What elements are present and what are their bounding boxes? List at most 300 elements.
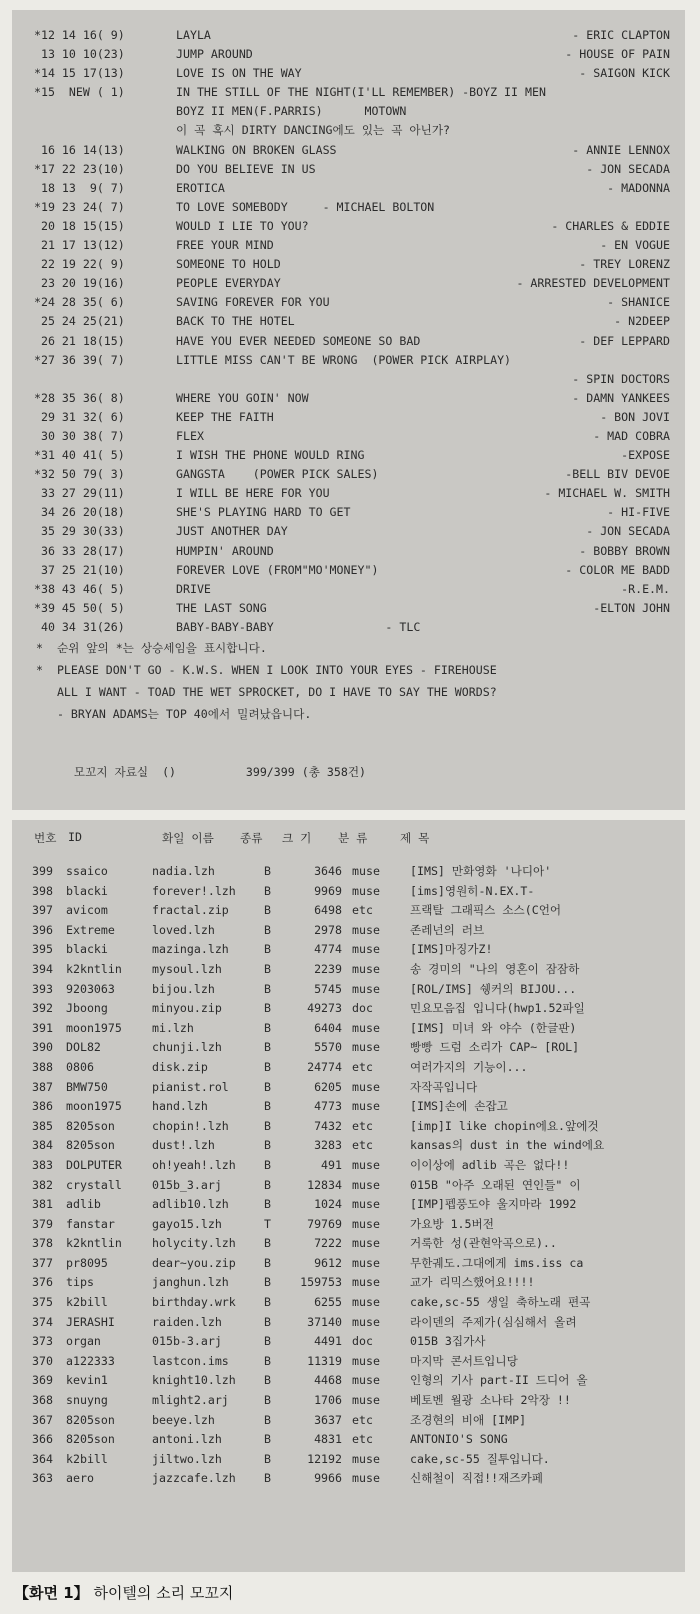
- uploader-id: adlib: [66, 1197, 101, 1212]
- file-size: 9969: [314, 883, 342, 898]
- uploader-id: k2kntlin: [66, 961, 122, 976]
- chart-row[interactable]: [34, 64, 674, 83]
- file-type: B: [264, 1412, 271, 1427]
- file-type: B: [264, 1177, 271, 1192]
- file-row[interactable]: [26, 921, 676, 941]
- file-number: 374: [32, 1314, 53, 1329]
- file-title: 조경현의 비애 [IMP]: [410, 1412, 527, 1427]
- file-row[interactable]: [26, 901, 676, 921]
- uploader-id: Jboong: [66, 1001, 108, 1016]
- chart-note-line: - BRYAN ADAMS는 TOP 40에서 밀려났읍니다.: [36, 707, 312, 721]
- file-name: raiden.lzh: [152, 1314, 222, 1329]
- file-number: 367: [32, 1412, 53, 1427]
- file-row[interactable]: [26, 1038, 676, 1058]
- file-name: antoni.lzh: [152, 1432, 222, 1447]
- file-type: B: [264, 942, 271, 957]
- chart-artist: - MADONNA: [607, 180, 670, 195]
- header-id: ID: [68, 830, 82, 844]
- file-title: 가요방 1.5버전: [410, 1216, 494, 1231]
- uploader-id: blacki: [66, 883, 108, 898]
- file-number: 376: [32, 1275, 53, 1290]
- chart-artist: - BOBBY BROWN: [579, 543, 670, 558]
- file-category: muse: [352, 1353, 380, 1368]
- file-number: 370: [32, 1353, 53, 1368]
- chart-rank: *39 45 50( 5): [34, 600, 125, 615]
- file-title: [IMS]마징가Z!: [410, 942, 493, 957]
- file-row[interactable]: [26, 1058, 676, 1078]
- chart-rank: 23 20 19(16): [34, 276, 125, 291]
- file-row[interactable]: [26, 1097, 676, 1117]
- uploader-id: pr8095: [66, 1255, 108, 1270]
- file-type: B: [264, 1157, 271, 1172]
- chart-song-title: BACK TO THE HOTEL: [176, 314, 295, 329]
- chart-row[interactable]: [34, 351, 674, 370]
- uploader-id: tips: [66, 1275, 94, 1290]
- file-type: B: [264, 1197, 271, 1212]
- file-size: 12834: [307, 1177, 342, 1192]
- file-name: bijou.lzh: [152, 981, 215, 996]
- chart-song-title: LOVE IS ON THE WAY: [176, 66, 302, 81]
- file-number: 392: [32, 1001, 53, 1016]
- chart-rank: 22 19 22( 9): [34, 257, 125, 272]
- file-row[interactable]: [26, 1293, 676, 1313]
- figure-caption: 【화면 1】 하이텔의 소리 모꼬지: [14, 1584, 234, 1602]
- chart-row[interactable]: [34, 274, 674, 293]
- file-name: lastcon.ims: [152, 1353, 229, 1368]
- file-size: 4831: [314, 1432, 342, 1447]
- file-category: doc: [352, 1001, 373, 1016]
- file-name: chunji.lzh: [152, 1040, 222, 1055]
- file-title: cake,sc-55 생일 축하노래 편곡: [410, 1295, 591, 1310]
- chart-artist: - DAMN YANKEES: [572, 390, 670, 405]
- chart-note-line: * 순위 앞의 *는 상승세임을 표시합니다.: [36, 641, 267, 655]
- chart-song-title: IN THE STILL OF THE NIGHT(I'LL REMEMBER) -BOYZ II MEN: [176, 85, 546, 100]
- chart-song-title: 이 곡 혹시 DIRTY DANCING에도 있는 곡 아닌가?: [176, 123, 450, 138]
- chart-rank: 16 16 14(13): [34, 142, 125, 157]
- file-row[interactable]: [26, 999, 676, 1019]
- file-row[interactable]: [26, 1371, 676, 1391]
- chart-row[interactable]: [34, 83, 674, 102]
- file-name: jazzcafe.lzh: [152, 1471, 236, 1486]
- file-row[interactable]: [26, 1117, 676, 1137]
- chart-song-title: I WILL BE HERE FOR YOU: [176, 486, 330, 501]
- chart-rank: 34 26 20(18): [34, 505, 125, 520]
- chart-rank: 18 13 9( 7): [34, 180, 125, 195]
- chart-rank: *32 50 79( 3): [34, 467, 125, 482]
- chart-artist: - SHANICE: [607, 295, 670, 310]
- chart-row[interactable]: [34, 618, 674, 637]
- file-title: [imp]I like chopin에요.앞에것: [410, 1118, 599, 1133]
- file-row[interactable]: [26, 1450, 676, 1470]
- file-type: B: [264, 903, 271, 918]
- chart-rank: 36 33 28(17): [34, 543, 125, 558]
- file-name: hand.lzh: [152, 1099, 208, 1114]
- file-type: B: [264, 922, 271, 937]
- file-row[interactable]: [26, 1411, 676, 1431]
- file-number: 394: [32, 961, 53, 976]
- file-title: [ims]영원히-N.EX.T-: [410, 883, 535, 898]
- chart-screen: [12, 10, 685, 810]
- file-category: muse: [352, 1079, 380, 1094]
- file-type: B: [264, 1275, 271, 1290]
- chart-row[interactable]: [34, 465, 674, 484]
- file-name: gayo15.lzh: [152, 1216, 222, 1231]
- file-title: 교가 리믹스했어요!!!!: [410, 1275, 535, 1290]
- file-name: chopin!.lzh: [152, 1118, 229, 1133]
- file-row[interactable]: [26, 882, 676, 902]
- uploader-id: k2bill: [66, 1295, 108, 1310]
- file-name: mazinga.lzh: [152, 942, 229, 957]
- file-title: 존레넌의 러브: [410, 922, 485, 937]
- file-title: 015B 3집가사: [410, 1334, 486, 1349]
- uploader-id: 0806: [66, 1059, 94, 1074]
- file-category: muse: [352, 1157, 380, 1172]
- chart-rank: *19 23 24( 7): [34, 199, 125, 214]
- file-title: 민요모음집 입니다(hwp1.52파일: [410, 1001, 585, 1016]
- chart-row[interactable]: [34, 599, 674, 618]
- chart-row[interactable]: [34, 179, 674, 198]
- file-category: muse: [352, 864, 380, 878]
- file-title: kansas의 dust in the wind에요: [410, 1138, 605, 1153]
- file-row[interactable]: [26, 1352, 676, 1372]
- uploader-id: BMW750: [66, 1079, 108, 1094]
- file-name: pianist.rol: [152, 1079, 229, 1094]
- chart-artist: - MICHAEL W. SMITH: [544, 486, 670, 501]
- file-row[interactable]: [26, 862, 676, 882]
- file-number: 382: [32, 1177, 53, 1192]
- chart-rank: 21 17 13(12): [34, 238, 125, 253]
- chart-song-title: LAYLA: [176, 28, 211, 42]
- chart-song-title: SAVING FOREVER FOR YOU: [176, 295, 330, 310]
- chart-rank: *17 22 23(10): [34, 161, 125, 176]
- chart-row[interactable]: [34, 503, 674, 522]
- uploader-id: k2bill: [66, 1451, 108, 1466]
- chart-row[interactable]: [34, 580, 674, 599]
- file-title: [IMS]손에 손잡고: [410, 1099, 508, 1114]
- chart-row[interactable]: [34, 522, 674, 541]
- uploader-id: moon1975: [66, 1099, 122, 1114]
- file-row[interactable]: [26, 1136, 676, 1156]
- file-name: mysoul.lzh: [152, 961, 222, 976]
- file-number: 396: [32, 922, 53, 937]
- file-table-header: [28, 830, 668, 850]
- uploader-id: snuyng: [66, 1393, 108, 1408]
- file-size: 6404: [314, 1020, 342, 1035]
- file-number: 398: [32, 883, 53, 898]
- chart-row[interactable]: [34, 312, 674, 331]
- board-status-line: [46, 750, 366, 794]
- chart-row[interactable]: [34, 370, 674, 389]
- file-type: B: [264, 1059, 271, 1074]
- chart-rank: 40 34 31(26): [34, 619, 125, 634]
- chart-artist: -ELTON JOHN: [593, 600, 670, 615]
- file-size: 1024: [314, 1197, 342, 1212]
- file-category: etc: [352, 1432, 373, 1447]
- file-type: B: [264, 1334, 271, 1349]
- chart-artist: - HI-FIVE: [607, 505, 670, 520]
- file-size: 4773: [314, 1099, 342, 1114]
- chart-artist: - DEF LEPPARD: [579, 333, 670, 348]
- file-category: muse: [352, 1275, 380, 1290]
- file-row[interactable]: [26, 1469, 676, 1489]
- chart-row[interactable]: [34, 198, 674, 217]
- file-type: T: [264, 1216, 271, 1231]
- file-type: B: [264, 1432, 271, 1447]
- file-name: dear~you.zip: [152, 1255, 236, 1270]
- file-category: muse: [352, 1451, 380, 1466]
- total-count: (총 358건): [301, 765, 366, 779]
- chart-song-title: BOYZ II MEN(F.PARRIS) MOTOWN: [176, 104, 407, 119]
- file-number: 384: [32, 1138, 53, 1153]
- chart-song-title: HAVE YOU EVER NEEDED SOMEONE SO BAD: [176, 333, 421, 348]
- file-category: etc: [352, 1118, 373, 1133]
- file-type: B: [264, 864, 271, 878]
- file-number: 378: [32, 1236, 53, 1251]
- file-category: muse: [352, 981, 380, 996]
- file-name: forever!.lzh: [152, 883, 236, 898]
- file-row[interactable]: [26, 1430, 676, 1450]
- file-row[interactable]: [26, 1332, 676, 1352]
- file-title: [IMS] 만화영화 '나디아': [410, 864, 552, 878]
- file-row[interactable]: [26, 980, 676, 1000]
- file-type: B: [264, 1373, 271, 1388]
- chart-artist: - HOUSE OF PAIN: [565, 47, 670, 62]
- section-paren: (): [162, 765, 177, 779]
- chart-artist: - MAD COBRA: [593, 428, 670, 443]
- file-list-screen: [12, 820, 685, 1572]
- uploader-id: organ: [66, 1334, 101, 1349]
- chart-row[interactable]: [34, 408, 674, 427]
- file-title: 신해철이 직접!!재즈카페: [410, 1471, 543, 1486]
- chart-row[interactable]: [34, 102, 674, 121]
- chart-row[interactable]: [34, 446, 674, 465]
- file-title: 마지막 콘서트입니당: [410, 1353, 518, 1368]
- file-name: janghun.lzh: [152, 1275, 229, 1290]
- file-type: B: [264, 1118, 271, 1133]
- file-number: 390: [32, 1040, 53, 1055]
- file-row[interactable]: [26, 1019, 676, 1039]
- file-row[interactable]: [26, 1195, 676, 1215]
- file-row[interactable]: [26, 1234, 676, 1254]
- caption-label: 화면 1: [29, 1584, 74, 1602]
- section-name: 모꼬지 자료실: [73, 765, 149, 779]
- file-title: 인형의 기사 part-II 드디어 올: [410, 1373, 588, 1388]
- file-category: etc: [352, 1059, 373, 1074]
- chart-row[interactable]: [34, 160, 674, 179]
- caption-text: 하이텔의 소리 모꼬지: [93, 1584, 234, 1602]
- file-category: muse: [352, 1255, 380, 1270]
- file-row[interactable]: [26, 1313, 676, 1333]
- file-size: 12192: [307, 1451, 342, 1466]
- header-kind: 분 류: [338, 831, 368, 845]
- file-type: B: [264, 1255, 271, 1270]
- uploader-id: crystall: [66, 1177, 122, 1192]
- chart-rank: 30 30 38( 7): [34, 428, 125, 443]
- uploader-id: 8205son: [66, 1118, 115, 1133]
- chart-rank: 37 25 21(10): [34, 562, 125, 577]
- chart-song-title: FLEX: [176, 428, 204, 443]
- file-size: 3283: [314, 1138, 342, 1153]
- file-row[interactable]: [26, 1176, 676, 1196]
- chart-artist: - ARRESTED DEVELOPMENT: [516, 276, 670, 291]
- file-title: ANTONIO'S SONG: [410, 1432, 508, 1447]
- chart-row[interactable]: [34, 236, 674, 255]
- chart-rank: 13 10 10(23): [34, 47, 125, 62]
- file-row[interactable]: [26, 940, 676, 960]
- file-number: 383: [32, 1157, 53, 1172]
- chart-rank: 26 21 18(15): [34, 333, 125, 348]
- uploader-id: ssaico: [66, 864, 108, 878]
- file-category: muse: [352, 942, 380, 957]
- chart-note-line: * PLEASE DON'T GO - K.W.S. WHEN I LOOK INTO YOUR EYES - FIREHOUSE: [36, 663, 497, 677]
- chart-row[interactable]: [34, 484, 674, 503]
- chart-song-title: PEOPLE EVERYDAY: [176, 276, 281, 291]
- file-name: holycity.lzh: [152, 1236, 236, 1251]
- file-category: muse: [352, 1216, 380, 1231]
- file-size: 3646: [314, 864, 342, 878]
- uploader-id: avicom: [66, 903, 108, 918]
- file-name: loved.lzh: [152, 922, 215, 937]
- chart-rank: 29 31 32( 6): [34, 409, 125, 424]
- file-name: adlib10.lzh: [152, 1197, 229, 1212]
- chart-row[interactable]: [34, 427, 674, 446]
- file-category: muse: [352, 1177, 380, 1192]
- file-title: 빵빵 드럼 소리가 CAP~ [ROL]: [410, 1040, 580, 1055]
- uploader-id: aero: [66, 1471, 94, 1486]
- header-title: 제 목: [400, 831, 430, 845]
- file-category: muse: [352, 1471, 380, 1486]
- file-table: [26, 862, 676, 1489]
- file-type: B: [264, 1138, 271, 1153]
- file-title: 이이상에 adlib 곡은 없다!!: [410, 1157, 570, 1172]
- file-row[interactable]: [26, 960, 676, 980]
- file-title: [IMS] 미녀 와 야수 (한글판): [410, 1020, 577, 1035]
- chart-rank: *15 NEW ( 1): [34, 85, 125, 100]
- file-row[interactable]: [26, 1254, 676, 1274]
- file-type: B: [264, 1314, 271, 1329]
- chart-rank: *24 28 35( 6): [34, 295, 125, 310]
- file-type: B: [264, 1295, 271, 1310]
- chart-row[interactable]: [34, 141, 674, 160]
- file-size: 6205: [314, 1079, 342, 1094]
- file-row[interactable]: [26, 1391, 676, 1411]
- chart-rank: 35 29 30(33): [34, 524, 125, 539]
- file-row[interactable]: [26, 1273, 676, 1293]
- file-size: 37140: [307, 1314, 342, 1329]
- chart-row[interactable]: [34, 332, 674, 351]
- chart-song-title: SHE'S PLAYING HARD TO GET: [176, 505, 351, 520]
- file-row[interactable]: [26, 1156, 676, 1176]
- chart-row[interactable]: [34, 121, 674, 140]
- chart-artist: -EXPOSE: [621, 448, 670, 463]
- chart-song-title: FREE YOUR MIND: [176, 238, 274, 253]
- file-size: 4774: [314, 942, 342, 957]
- file-number: 397: [32, 903, 53, 918]
- chart-song-title: WOULD I LIE TO YOU?: [176, 218, 309, 233]
- chart-row[interactable]: [34, 542, 674, 561]
- file-title: [IMP]펩풍도야 울지마라 1992: [410, 1197, 577, 1212]
- file-number: 373: [32, 1334, 53, 1349]
- chart-song-title: SOMEONE TO HOLD: [176, 257, 281, 272]
- chart-row[interactable]: [34, 217, 674, 236]
- uploader-id: 8205son: [66, 1138, 115, 1153]
- file-title: cake,sc-55 질투입니다.: [410, 1451, 550, 1466]
- file-size: 7222: [314, 1236, 342, 1251]
- file-size: 4468: [314, 1373, 342, 1388]
- header-type: 종류: [240, 831, 263, 845]
- file-title: 베토벤 월광 소나타 2악장 !!: [410, 1393, 571, 1408]
- chart-song-title: DO YOU BELIEVE IN US: [176, 161, 316, 176]
- file-type: B: [264, 1451, 271, 1466]
- file-number: 364: [32, 1451, 53, 1466]
- file-type: B: [264, 1393, 271, 1408]
- uploader-id: blacki: [66, 942, 108, 957]
- file-size: 2239: [314, 961, 342, 976]
- chart-row[interactable]: [34, 389, 674, 408]
- file-category: muse: [352, 922, 380, 937]
- uploader-id: moon1975: [66, 1020, 122, 1035]
- file-row[interactable]: [26, 1215, 676, 1235]
- chart-artist: - COLOR ME BADD: [565, 562, 670, 577]
- chart-row[interactable]: [34, 26, 674, 45]
- chart-song-title: I WISH THE PHONE WOULD RING: [176, 448, 365, 463]
- file-name: minyou.zip: [152, 1001, 222, 1016]
- file-category: muse: [352, 1373, 380, 1388]
- file-size: 4491: [314, 1334, 342, 1349]
- file-size: 6255: [314, 1295, 342, 1310]
- uploader-id: fanstar: [66, 1216, 115, 1231]
- file-name: dust!.lzh: [152, 1138, 215, 1153]
- file-number: 388: [32, 1059, 53, 1074]
- file-number: 368: [32, 1393, 53, 1408]
- chart-song-title: LITTLE MISS CAN'T BE WRONG (POWER PICK AIRPLAY): [176, 352, 512, 367]
- chart-song-title: JUST ANOTHER DAY: [176, 524, 288, 539]
- file-name: mi.lzh: [152, 1020, 194, 1035]
- chart-row[interactable]: [34, 293, 674, 312]
- file-number: 369: [32, 1373, 53, 1388]
- file-category: muse: [352, 1040, 380, 1055]
- file-number: 387: [32, 1079, 53, 1094]
- chart-rank: 25 24 25(21): [34, 314, 125, 329]
- file-number: 375: [32, 1295, 53, 1310]
- file-category: muse: [352, 1295, 380, 1310]
- file-number: 391: [32, 1020, 53, 1035]
- chart-row[interactable]: [34, 255, 674, 274]
- file-type: B: [264, 1099, 271, 1114]
- file-size: 159753: [300, 1275, 342, 1290]
- file-number: 385: [32, 1118, 53, 1133]
- chart-row[interactable]: [34, 45, 674, 64]
- chart-song-title: FOREVER LOVE (FROM"MO'MONEY"): [176, 562, 379, 577]
- uploader-id: 8205son: [66, 1412, 115, 1427]
- chart-row[interactable]: [34, 561, 674, 580]
- file-size: 2978: [314, 922, 342, 937]
- chart-artist: - EN VOGUE: [600, 238, 670, 253]
- file-name: disk.zip: [152, 1059, 208, 1074]
- file-name: nadia.lzh: [152, 864, 215, 878]
- chart-artist: -BELL BIV DEVOE: [565, 467, 670, 482]
- chart-song-title: BABY-BABY-BABY - TLC: [176, 619, 421, 634]
- header-num: 번호: [34, 831, 57, 845]
- chart-song-title: WALKING ON BROKEN GLASS: [176, 142, 337, 157]
- file-size: 1706: [314, 1393, 342, 1408]
- page-indicator: 399/399: [245, 765, 295, 779]
- file-name: fractal.zip: [152, 903, 229, 918]
- file-name: oh!yeah!.lzh: [152, 1157, 236, 1172]
- file-row[interactable]: [26, 1078, 676, 1098]
- file-type: B: [264, 883, 271, 898]
- file-size: 79769: [307, 1216, 342, 1231]
